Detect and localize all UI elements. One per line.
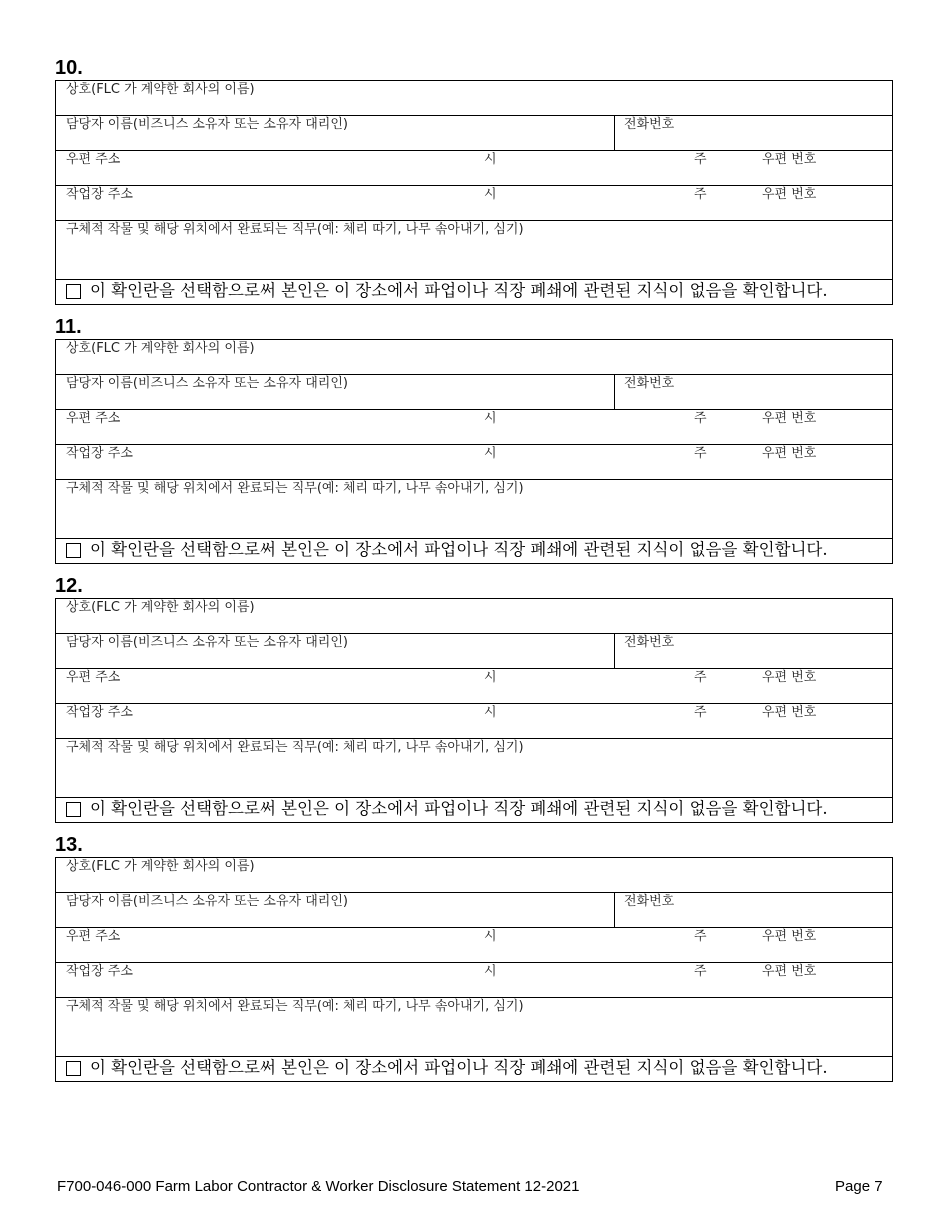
- column-divider: [614, 893, 615, 927]
- mailing-address-label: 우편 주소: [66, 670, 121, 685]
- state-label: 주: [694, 964, 707, 979]
- contact-row: [56, 634, 892, 669]
- column-divider: [614, 116, 615, 150]
- city-label: 시: [484, 670, 497, 685]
- contact-name-label: 담당자 이름(비즈니스 소유자 또는 소유자 대리인): [66, 635, 348, 650]
- state-label: 주: [694, 446, 707, 461]
- phone-label: 전화번호: [624, 376, 675, 391]
- section-form: [55, 857, 893, 1082]
- state-label: 주: [694, 929, 707, 944]
- confirmation-row: [56, 539, 892, 563]
- worksite-address-row[interactable]: [56, 186, 892, 221]
- worksite-address-label: 작업장 주소: [66, 705, 133, 720]
- worksite-address-label: 작업장 주소: [66, 187, 133, 202]
- business-name-label: 상호(FLC 가 계약한 회사의 이름): [66, 341, 255, 356]
- section-form: [55, 339, 893, 564]
- section-form: [55, 598, 893, 823]
- confirm-checkbox[interactable]: [66, 284, 81, 299]
- zip-label: 우편 번호: [762, 929, 817, 944]
- worksite-address-label: 작업장 주소: [66, 446, 133, 461]
- zip-label: 우편 번호: [762, 964, 817, 979]
- business-name-label: 상호(FLC 가 계약한 회사의 이름): [66, 600, 255, 615]
- confirm-checkbox[interactable]: [66, 802, 81, 817]
- disclosure-section: [55, 58, 893, 308]
- city-label: 시: [484, 187, 497, 202]
- business-name-label: 상호(FLC 가 계약한 회사의 이름): [66, 859, 255, 874]
- mailing-address-label: 우편 주소: [66, 411, 121, 426]
- zip-label: 우편 번호: [762, 705, 817, 720]
- disclosure-section: [55, 576, 893, 826]
- confirmation-row: [56, 280, 892, 304]
- section-form: [55, 80, 893, 305]
- crops-duties-label: 구체적 작물 및 해당 위치에서 완료되는 직무(예: 체리 따기, 나무 솎아내기, 심기): [66, 999, 524, 1014]
- zip-label: 우편 번호: [762, 446, 817, 461]
- city-label: 시: [484, 411, 497, 426]
- city-label: 시: [484, 705, 497, 720]
- crops-duties-label: 구체적 작물 및 해당 위치에서 완료되는 직무(예: 체리 따기, 나무 솎아내기, 심기): [66, 222, 524, 237]
- contact-row: [56, 893, 892, 928]
- contact-row: [56, 116, 892, 151]
- confirmation-row: [56, 798, 892, 822]
- crops-duties-field[interactable]: [56, 998, 892, 1057]
- city-label: 시: [484, 964, 497, 979]
- disclosure-section: [55, 317, 893, 567]
- confirm-checkbox[interactable]: [66, 1061, 81, 1076]
- crops-duties-field[interactable]: [56, 739, 892, 798]
- state-label: 주: [694, 187, 707, 202]
- city-label: 시: [484, 929, 497, 944]
- column-divider: [614, 634, 615, 668]
- footer-form-title: F700-046-000 Farm Labor Contractor & Worker Disclosure Statement 12-2021: [57, 1178, 580, 1195]
- contact-name-label: 담당자 이름(비즈니스 소유자 또는 소유자 대리인): [66, 376, 348, 391]
- crops-duties-field[interactable]: [56, 480, 892, 539]
- worksite-address-row[interactable]: [56, 963, 892, 998]
- section-number: 12.: [55, 575, 83, 597]
- crops-duties-label: 구체적 작물 및 해당 위치에서 완료되는 직무(예: 체리 따기, 나무 솎아내기, 심기): [66, 481, 524, 496]
- confirm-statement: 이 확인란을 선택함으로써 본인은 이 장소에서 파업이나 직장 폐쇄에 관련된 지식이 없음을 확인합니다.: [90, 281, 828, 300]
- section-number: 11.: [55, 316, 82, 338]
- worksite-address-label: 작업장 주소: [66, 964, 133, 979]
- confirm-checkbox[interactable]: [66, 543, 81, 558]
- city-label: 시: [484, 446, 497, 461]
- contact-name-label: 담당자 이름(비즈니스 소유자 또는 소유자 대리인): [66, 894, 348, 909]
- crops-duties-label: 구체적 작물 및 해당 위치에서 완료되는 직무(예: 체리 따기, 나무 솎아내기, 심기): [66, 740, 524, 755]
- mailing-address-row[interactable]: [56, 669, 892, 704]
- phone-label: 전화번호: [624, 894, 675, 909]
- crops-duties-field[interactable]: [56, 221, 892, 280]
- mailing-address-row[interactable]: [56, 410, 892, 445]
- contact-name-label: 담당자 이름(비즈니스 소유자 또는 소유자 대리인): [66, 117, 348, 132]
- column-divider: [614, 375, 615, 409]
- section-number: 13.: [55, 834, 83, 856]
- city-label: 시: [484, 152, 497, 167]
- confirm-statement: 이 확인란을 선택함으로써 본인은 이 장소에서 파업이나 직장 폐쇄에 관련된 지식이 없음을 확인합니다.: [90, 1058, 828, 1077]
- business-name-field[interactable]: [56, 340, 892, 375]
- zip-label: 우편 번호: [762, 670, 817, 685]
- zip-label: 우편 번호: [762, 152, 817, 167]
- state-label: 주: [694, 411, 707, 426]
- section-number: 10.: [55, 57, 83, 79]
- footer-page-number: Page 7: [835, 1178, 883, 1195]
- worksite-address-row[interactable]: [56, 704, 892, 739]
- mailing-address-row[interactable]: [56, 928, 892, 963]
- contact-row: [56, 375, 892, 410]
- state-label: 주: [694, 705, 707, 720]
- zip-label: 우편 번호: [762, 187, 817, 202]
- mailing-address-label: 우편 주소: [66, 929, 121, 944]
- confirm-statement: 이 확인란을 선택함으로써 본인은 이 장소에서 파업이나 직장 폐쇄에 관련된 지식이 없음을 확인합니다.: [90, 799, 828, 818]
- business-name-field[interactable]: [56, 81, 892, 116]
- phone-label: 전화번호: [624, 635, 675, 650]
- business-name-label: 상호(FLC 가 계약한 회사의 이름): [66, 82, 255, 97]
- state-label: 주: [694, 152, 707, 167]
- business-name-field[interactable]: [56, 599, 892, 634]
- zip-label: 우편 번호: [762, 411, 817, 426]
- worksite-address-row[interactable]: [56, 445, 892, 480]
- confirmation-row: [56, 1057, 892, 1081]
- state-label: 주: [694, 670, 707, 685]
- business-name-field[interactable]: [56, 858, 892, 893]
- phone-label: 전화번호: [624, 117, 675, 132]
- mailing-address-row[interactable]: [56, 151, 892, 186]
- confirm-statement: 이 확인란을 선택함으로써 본인은 이 장소에서 파업이나 직장 폐쇄에 관련된 지식이 없음을 확인합니다.: [90, 540, 828, 559]
- disclosure-section: [55, 835, 893, 1085]
- mailing-address-label: 우편 주소: [66, 152, 121, 167]
